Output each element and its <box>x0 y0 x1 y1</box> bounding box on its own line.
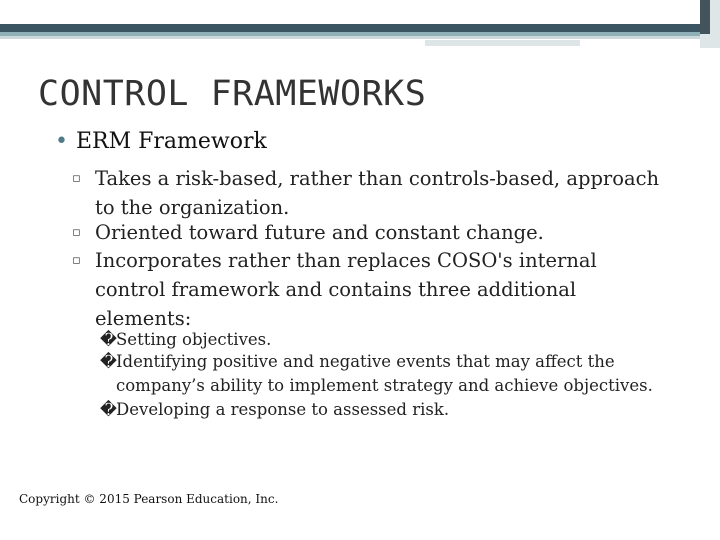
element-marker-icon: � <box>100 352 117 371</box>
element-developing-response <box>100 398 700 422</box>
sub-bullet-incorporates-coso <box>72 246 662 333</box>
sub-bullet-text: Incorporates rather than replaces COSO's internal control framework and contains three additional elements: <box>95 249 597 330</box>
copyright-footer: Copyright © 2015 Pearson Education, Inc. <box>19 492 279 506</box>
sub-bullet-future-oriented <box>72 218 662 247</box>
header-band-accent <box>425 40 580 46</box>
sub-bullet-risk-based <box>72 164 662 222</box>
element-marker-icon: � <box>100 400 117 419</box>
element-identifying-events <box>100 350 700 398</box>
sub-bullet-text: Takes a risk-based, rather than controls-based, approach to the organization. <box>95 167 660 219</box>
element-text: Setting objectives. <box>116 330 272 349</box>
header-band-dark <box>0 24 700 32</box>
sub-bullet-marker-icon: ▫ <box>72 171 81 186</box>
sub-bullet-marker-icon: ▫ <box>72 225 81 240</box>
element-text: Identifying positive and negative events that may affect the company’s ability to implement strategy and achieve objectives. <box>116 352 653 395</box>
sub-bullet-marker-icon: ▫ <box>72 253 81 268</box>
element-marker-icon: � <box>100 330 117 349</box>
header-band-light <box>0 36 700 39</box>
bullet-erm-framework <box>55 129 267 154</box>
header-decoration <box>0 0 720 48</box>
sub-bullet-text: Oriented toward future and constant change. <box>95 221 544 244</box>
slide-title: CONTROL FRAMEWORKS <box>38 74 427 114</box>
bullet-icon: • <box>55 129 68 154</box>
element-setting-objectives <box>100 328 700 352</box>
element-text: Developing a response to assessed risk. <box>116 400 450 419</box>
bullet-text: ERM Framework <box>75 129 267 154</box>
header-corner-dark <box>700 0 710 34</box>
